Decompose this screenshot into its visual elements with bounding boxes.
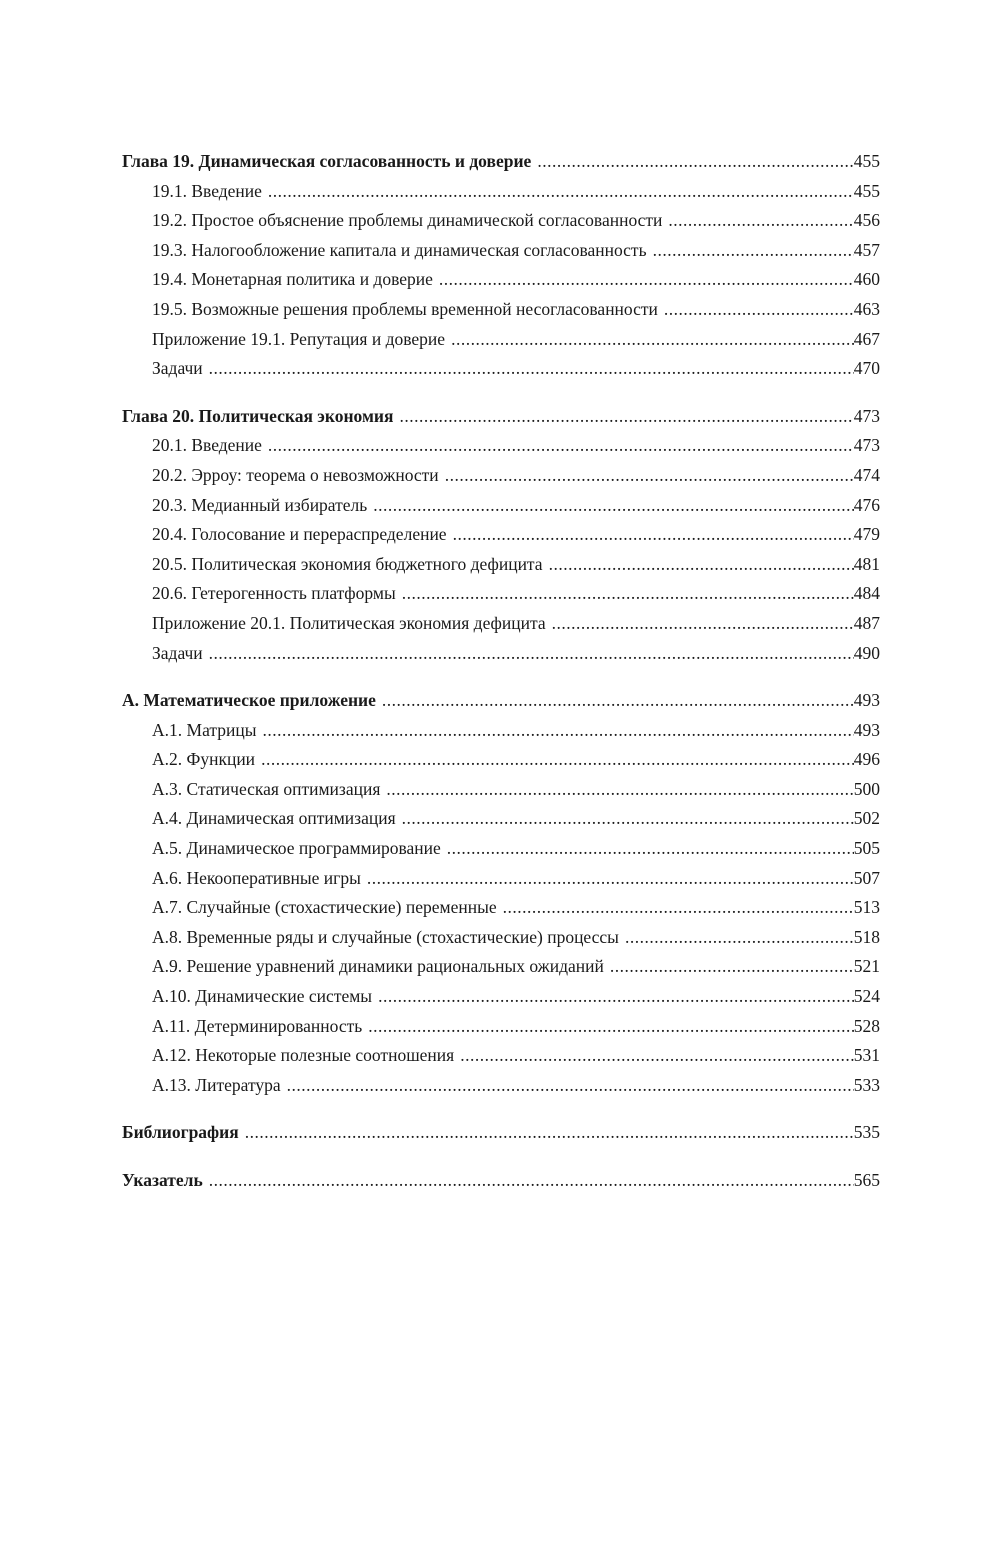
dot-leader bbox=[386, 775, 853, 805]
toc-page-number: 481 bbox=[853, 553, 880, 574]
toc-entry-title: А.1. Матрицы bbox=[152, 716, 263, 746]
toc-entry-title: Задачи bbox=[152, 639, 209, 669]
dot-leader bbox=[261, 745, 854, 775]
toc-entry[interactable] bbox=[122, 579, 880, 609]
toc-page-number: 467 bbox=[853, 328, 880, 349]
toc-page-number: 528 bbox=[853, 1015, 880, 1036]
dot-leader bbox=[209, 354, 854, 384]
toc-entry[interactable] bbox=[122, 923, 880, 953]
toc-heading-title: Указатель bbox=[122, 1166, 209, 1196]
toc-page-number: 518 bbox=[853, 926, 880, 947]
toc-page-number: 490 bbox=[853, 642, 880, 663]
toc-page-number: 463 bbox=[853, 298, 880, 319]
dot-leader bbox=[460, 1041, 854, 1071]
toc-entry[interactable] bbox=[122, 325, 880, 355]
dot-leader bbox=[451, 325, 854, 355]
dot-leader bbox=[664, 295, 854, 325]
toc-page-number: 455 bbox=[853, 180, 880, 201]
toc-page-number: 533 bbox=[853, 1074, 880, 1095]
toc-entry-title: 20.1. Введение bbox=[152, 431, 268, 461]
toc-entry[interactable] bbox=[122, 520, 880, 550]
toc-page-number: 457 bbox=[853, 239, 880, 260]
toc-entry-title: Приложение 20.1. Политическая экономия дефицита bbox=[152, 609, 552, 639]
toc-entry[interactable] bbox=[122, 461, 880, 491]
toc-entry[interactable] bbox=[122, 775, 880, 805]
toc-entry[interactable] bbox=[122, 550, 880, 580]
dot-leader bbox=[268, 431, 854, 461]
toc-entry-title: А.12. Некоторые полезные соотношения bbox=[152, 1041, 460, 1071]
toc-entry-title: 19.5. Возможные решения проблемы временной несогласованности bbox=[152, 295, 664, 325]
toc-entry-title: А.13. Литература bbox=[152, 1071, 287, 1101]
toc-entry[interactable] bbox=[122, 834, 880, 864]
dot-leader bbox=[263, 716, 854, 746]
toc-entry[interactable] bbox=[122, 1041, 880, 1071]
toc-entry[interactable] bbox=[122, 265, 880, 295]
toc-page-number: 502 bbox=[853, 808, 880, 829]
toc-entry[interactable] bbox=[122, 177, 880, 207]
toc-entry-title: А.5. Динамическое программирование bbox=[152, 834, 447, 864]
toc-entry[interactable] bbox=[122, 952, 880, 982]
toc-entry-title: А.6. Некооперативные игры bbox=[152, 864, 367, 894]
dot-leader bbox=[453, 520, 854, 550]
toc-page-number: 493 bbox=[853, 690, 880, 711]
toc-entry[interactable] bbox=[122, 236, 880, 266]
table-of-contents bbox=[122, 147, 880, 1214]
dot-leader bbox=[209, 639, 854, 669]
toc-entry-title: 19.1. Введение bbox=[152, 177, 268, 207]
toc-entry[interactable] bbox=[122, 982, 880, 1012]
toc-entry[interactable] bbox=[122, 609, 880, 639]
toc-entry-title: Приложение 19.1. Репутация и доверие bbox=[152, 325, 451, 355]
toc-page-number: 507 bbox=[853, 867, 880, 888]
toc-entry-title: Задачи bbox=[152, 354, 209, 384]
dot-leader bbox=[382, 686, 854, 716]
toc-section-heading[interactable] bbox=[122, 402, 880, 432]
toc-entry[interactable] bbox=[122, 745, 880, 775]
dot-leader bbox=[537, 147, 853, 177]
dot-leader bbox=[209, 1166, 854, 1196]
toc-heading-title: Глава 20. Политическая экономия bbox=[122, 402, 399, 432]
toc-entry[interactable] bbox=[122, 864, 880, 894]
toc-entry-title: 20.4. Голосование и перераспределение bbox=[152, 520, 453, 550]
toc-section-heading[interactable] bbox=[122, 686, 880, 716]
toc-chapter-20 bbox=[122, 402, 880, 668]
toc-section-heading[interactable] bbox=[122, 147, 880, 177]
toc-entry[interactable] bbox=[122, 354, 880, 384]
dot-leader bbox=[445, 461, 854, 491]
toc-entry[interactable] bbox=[122, 491, 880, 521]
toc-heading-title: А. Математическое приложение bbox=[122, 686, 382, 716]
dot-leader bbox=[268, 177, 854, 207]
toc-page-number: 473 bbox=[853, 435, 880, 456]
toc-page-number: 531 bbox=[853, 1045, 880, 1066]
dot-leader bbox=[668, 206, 853, 236]
toc-page-number: 484 bbox=[853, 583, 880, 604]
dot-leader bbox=[245, 1118, 854, 1148]
toc-entry-title: А.9. Решение уравнений динамики рациональных ожиданий bbox=[152, 952, 610, 982]
toc-page-number: 565 bbox=[853, 1170, 880, 1190]
toc-entry-title: А.3. Статическая оптимизация bbox=[152, 775, 386, 805]
toc-entry-title: А.10. Динамические системы bbox=[152, 982, 378, 1012]
toc-entry-title: А.11. Детерминированность bbox=[152, 1012, 368, 1042]
toc-page-number: 505 bbox=[853, 838, 880, 859]
toc-entry[interactable] bbox=[122, 1012, 880, 1042]
toc-heading-title: Библиография bbox=[122, 1118, 245, 1148]
toc-entry[interactable] bbox=[122, 1071, 880, 1101]
toc-entry[interactable] bbox=[122, 893, 880, 923]
toc-chapter-19 bbox=[122, 147, 880, 384]
toc-entry-title: 19.2. Простое объяснение проблемы динамической согласованности bbox=[152, 206, 668, 236]
toc-entry-title: 20.6. Гетерогенность платформы bbox=[152, 579, 402, 609]
toc-entry-title: 20.2. Эрроу: теорема о невозможности bbox=[152, 461, 445, 491]
toc-page-number: 500 bbox=[853, 778, 880, 799]
dot-leader bbox=[610, 952, 854, 982]
toc-appendix-a bbox=[122, 686, 880, 1100]
toc-page-number: 487 bbox=[853, 612, 880, 633]
toc-page-number: 456 bbox=[853, 210, 880, 231]
toc-bibliography bbox=[122, 1118, 880, 1148]
dot-leader bbox=[378, 982, 854, 1012]
toc-entry-title: 20.3. Медианный избиратель bbox=[152, 491, 373, 521]
toc-section-heading[interactable] bbox=[122, 1166, 880, 1196]
dot-leader bbox=[399, 402, 853, 432]
toc-page-number: 513 bbox=[853, 897, 880, 918]
dot-leader bbox=[447, 834, 854, 864]
toc-entry[interactable] bbox=[122, 804, 880, 834]
dot-leader bbox=[439, 265, 854, 295]
toc-entry-title: 19.4. Монетарная политика и доверие bbox=[152, 265, 439, 295]
toc-entry-title: А.8. Временные ряды и случайные (стохастические) процессы bbox=[152, 923, 625, 953]
toc-entry-title: 20.5. Политическая экономия бюджетного дефицита bbox=[152, 550, 549, 580]
toc-entry[interactable] bbox=[122, 295, 880, 325]
toc-page-number: 535 bbox=[853, 1122, 880, 1143]
toc-entry-title: 19.3. Налогообложение капитала и динамическая согласованность bbox=[152, 236, 653, 266]
toc-entry-title: А.2. Функции bbox=[152, 745, 261, 775]
toc-entry[interactable] bbox=[122, 431, 880, 461]
dot-leader bbox=[552, 609, 854, 639]
dot-leader bbox=[373, 491, 854, 521]
toc-entry-title: А.4. Динамическая оптимизация bbox=[152, 804, 402, 834]
dot-leader bbox=[368, 1012, 854, 1042]
dot-leader bbox=[503, 893, 854, 923]
toc-index bbox=[122, 1166, 880, 1196]
toc-page-number: 470 bbox=[853, 358, 880, 379]
toc-page-number: 455 bbox=[853, 151, 880, 171]
toc-page-number: 474 bbox=[853, 464, 880, 485]
toc-page-number: 460 bbox=[853, 269, 880, 290]
toc-entry[interactable] bbox=[122, 716, 880, 746]
toc-heading-title: Глава 19. Динамическая согласованность и доверие bbox=[122, 147, 537, 177]
toc-page-number: 496 bbox=[853, 749, 880, 770]
dot-leader bbox=[287, 1071, 854, 1101]
dot-leader bbox=[402, 804, 854, 834]
toc-page-number: 479 bbox=[853, 524, 880, 545]
toc-page-number: 521 bbox=[853, 956, 880, 977]
toc-page-number: 473 bbox=[853, 405, 880, 426]
toc-entry[interactable] bbox=[122, 639, 880, 669]
dot-leader bbox=[402, 579, 854, 609]
toc-page-number: 493 bbox=[853, 719, 880, 740]
toc-entry[interactable] bbox=[122, 206, 880, 236]
dot-leader bbox=[549, 550, 854, 580]
dot-leader bbox=[625, 923, 854, 953]
dot-leader bbox=[367, 864, 854, 894]
toc-entry-title: А.7. Случайные (стохастические) переменные bbox=[152, 893, 503, 923]
toc-page-number: 476 bbox=[853, 494, 880, 515]
toc-page-number: 524 bbox=[853, 986, 880, 1007]
toc-section-heading[interactable] bbox=[122, 1118, 880, 1148]
dot-leader bbox=[653, 236, 854, 266]
